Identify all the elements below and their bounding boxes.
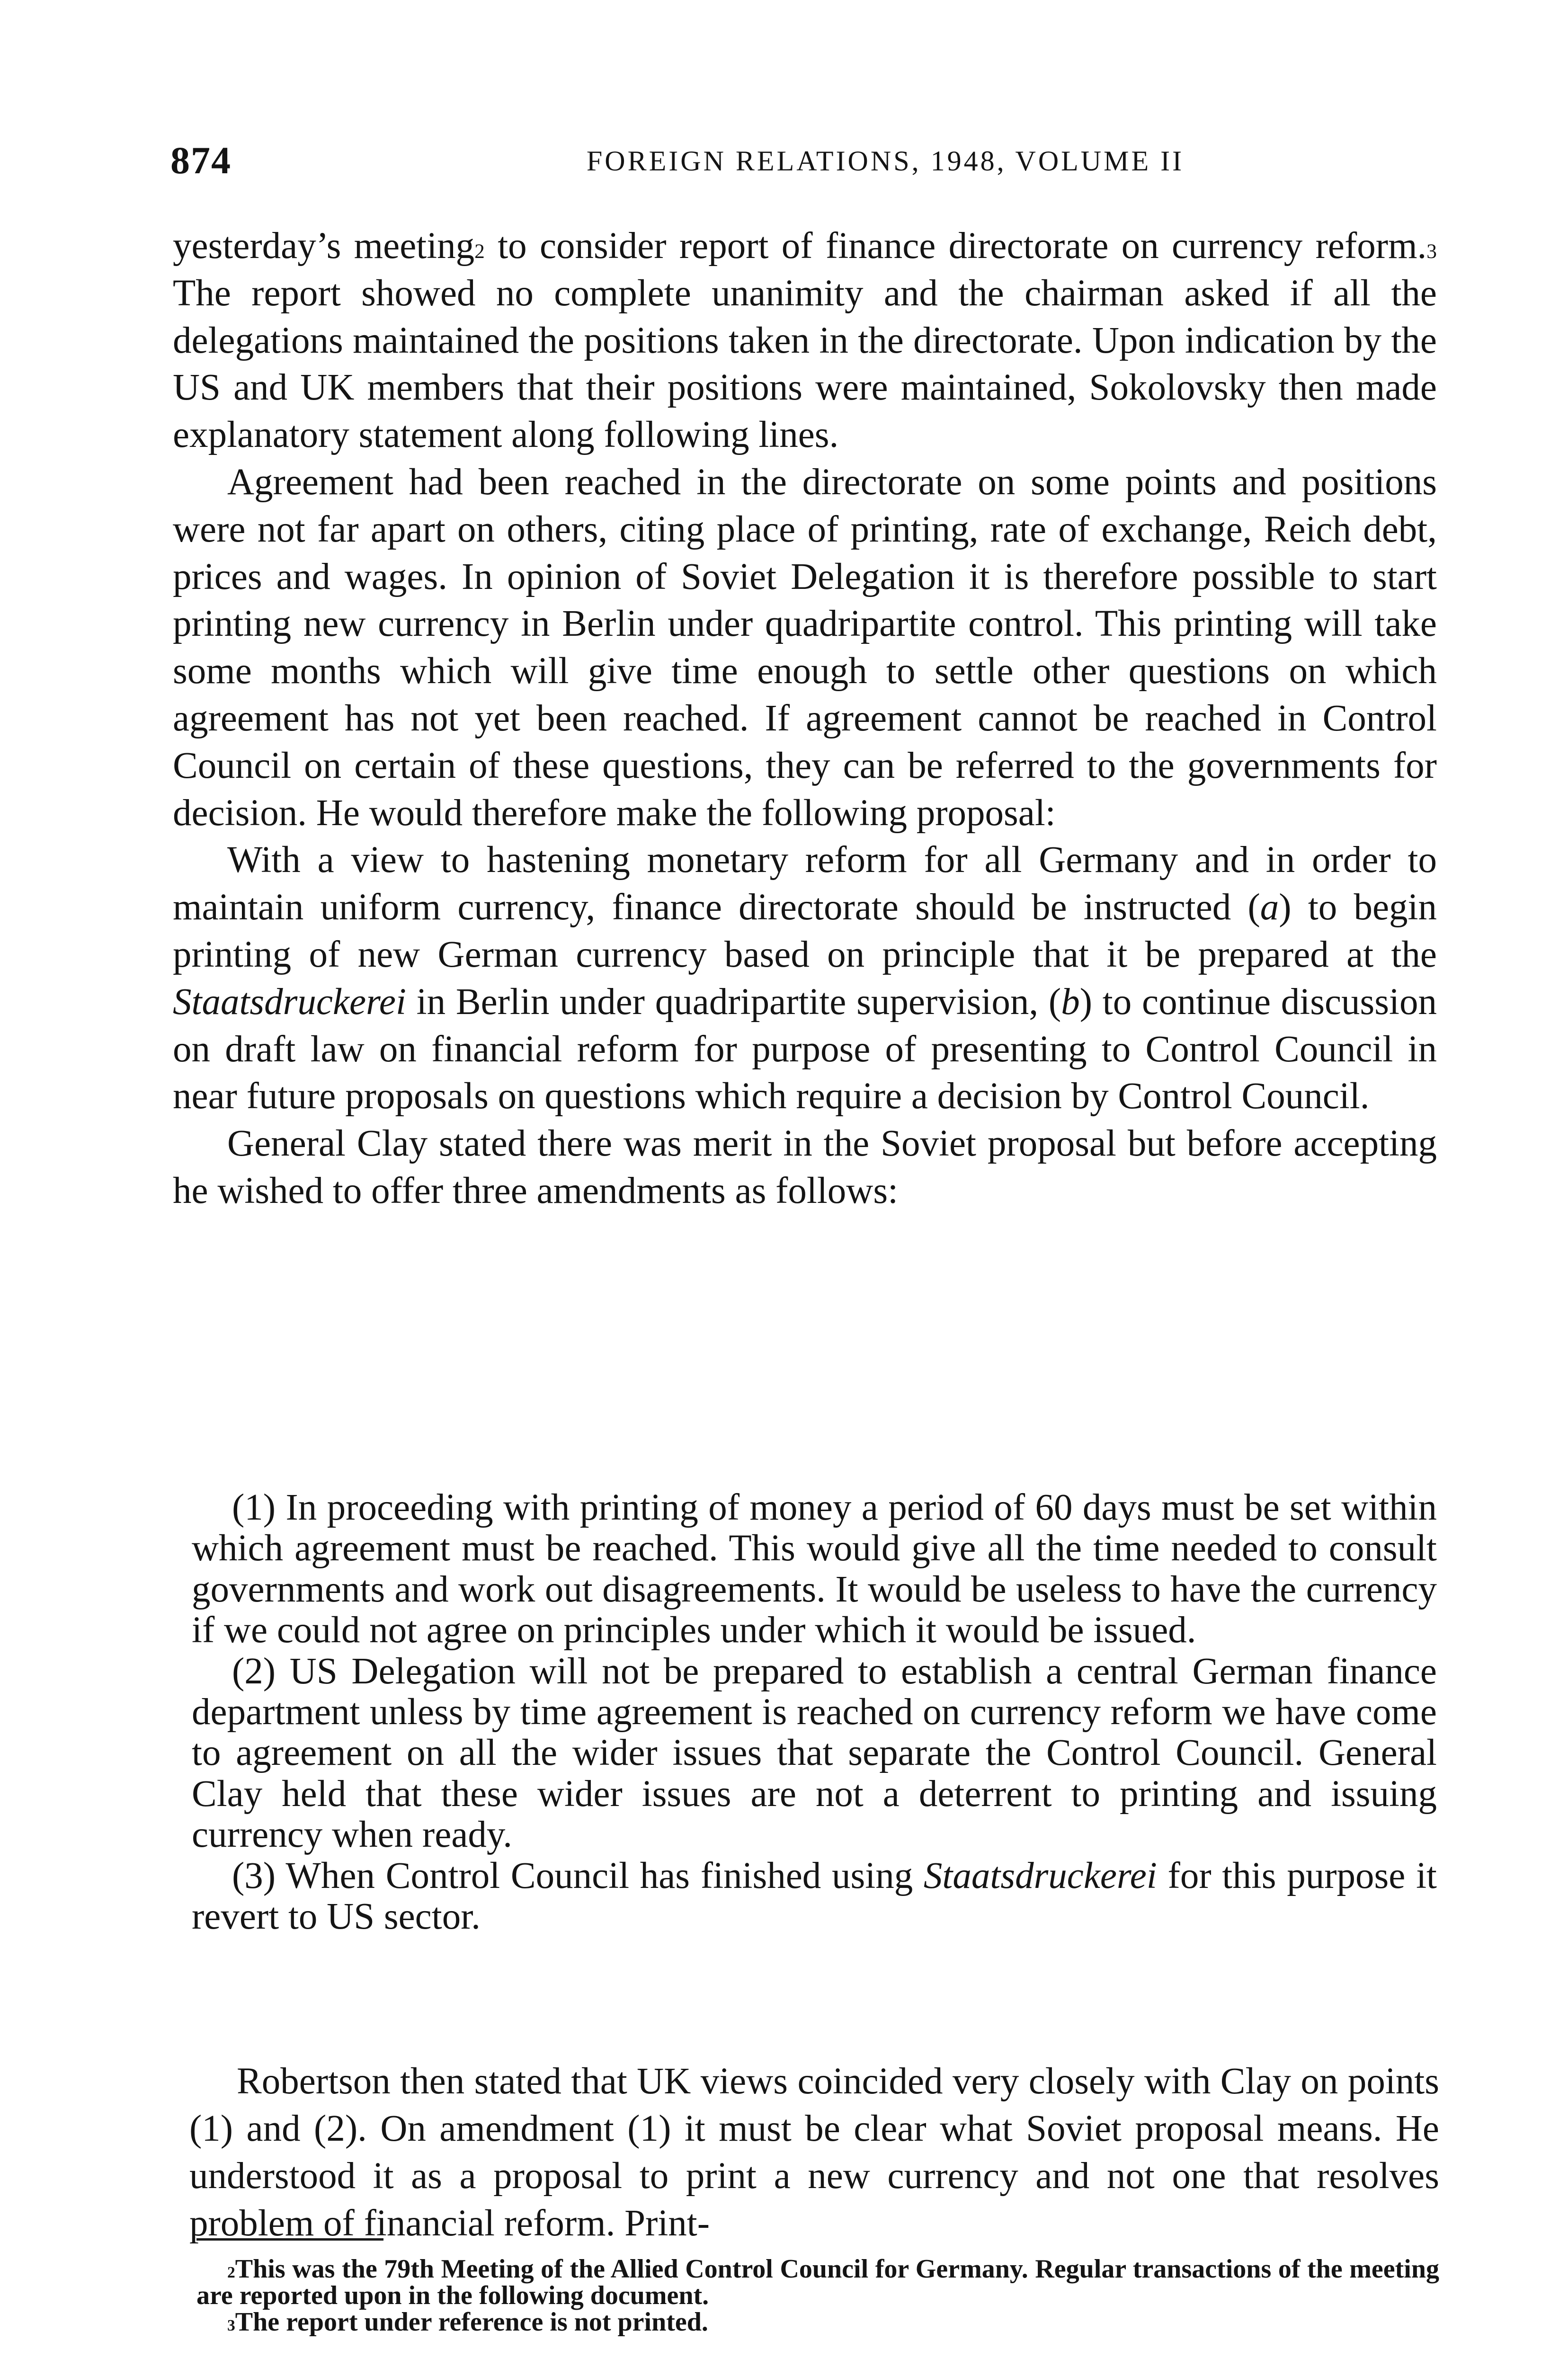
paragraph-1: yesterday’s meeting$^2$ to consider report of finance directorate on currency reform.$^3$ The report showed no complete unanimity and the chairman asked if all the delegations maintained the positions taken in the directorate. Upon indication by the US and UK members that their positions were maintained, Sokolovsky then made explanatory statement along following lines. [173, 225, 1437, 456]
paragraph-4: General Clay stated there was merit in the Soviet proposal but before accepting he wished to offer three amendments as follows: [173, 1123, 1437, 1211]
footnotes [196, 2256, 1439, 2335]
footnote-ref-2: 2 [474, 240, 485, 263]
page-number: 874 [170, 139, 232, 182]
footnote-ref-3: 3 [1426, 240, 1437, 263]
amendment-1: (1) In proceeding with printing of money a period of 60 days must be set within which agreement must be reached. This would give all the time needed to consult governments and work out disagreements. It would be useless to have the currency if we could not agree on principles under which it would be issued. [192, 1487, 1437, 1651]
paragraph-3-proposal: With a view to hastening monetary reform for all Germany and in order to maintain uniform currency, finance directorate should be instructed (a) to begin printing of new German currency based on principle that it be prepared at the Staatsdruckerei in Berlin under quadripartite supervision, (b) to continue discussion on draft law on financial reform for purpose of presenting to Control Council in near future proposals on questions which require a decision by Control Council. [173, 839, 1437, 1117]
amendments-list [192, 1487, 1437, 1937]
main-text [173, 222, 1437, 1215]
staatsdruckerei-term: Staatsdruckerei [173, 981, 406, 1023]
paragraph-2: Agreement had been reached in the directorate on some points and positions were not far apart on others, citing place of printing, rate of exchange, Reich debt, prices and wages. In opinion of Soviet Delegation it is therefore possible to start printing new currency in Berlin under quadripartite control. This printing will take some months which will give time enough to settle other questions on which agreement has not yet been reached. If agreement cannot be reached in Control Council on certain of these questions, they can be referred to the governments for decision. He would therefore make the following proposal: [173, 461, 1437, 834]
staatsdruckerei-term: Staatsdruckerei [923, 1855, 1157, 1896]
footnote-3: $^3$The report under reference is not printed. [227, 2307, 708, 2337]
footnote-rule [196, 2238, 383, 2241]
amendment-2: (2) US Delegation will not be prepared to establish a central German finance department unless by time agreement is reached on currency reform we have come to agreement on all the wider issues that separate the Control Council. General Clay held that these wider issues are not a deterrent to printing and issuing currency when ready. [192, 1650, 1437, 1856]
footnote-2: $^2$This was the 79th Meeting of the Allied Control Council for Germany. Regular transactions of the meeting are reported upon in the following document. [196, 2254, 1439, 2310]
running-head: FOREIGN RELATIONS, 1948, VOLUME II [586, 145, 1185, 177]
amendment-3: (3) When Control Council has finished using Staatsdruckerei for this purpose it revert to US sector. [192, 1855, 1437, 1938]
paragraph-5: Robertson then stated that UK views coincided very closely with Clay on points (1) and (2). On amendment (1) it must be clear what Soviet proposal means. He understood it as a proposal to print a new currency and not one that resolves problem of financial reform. Print- [189, 2061, 1439, 2244]
page-header [170, 138, 1434, 190]
